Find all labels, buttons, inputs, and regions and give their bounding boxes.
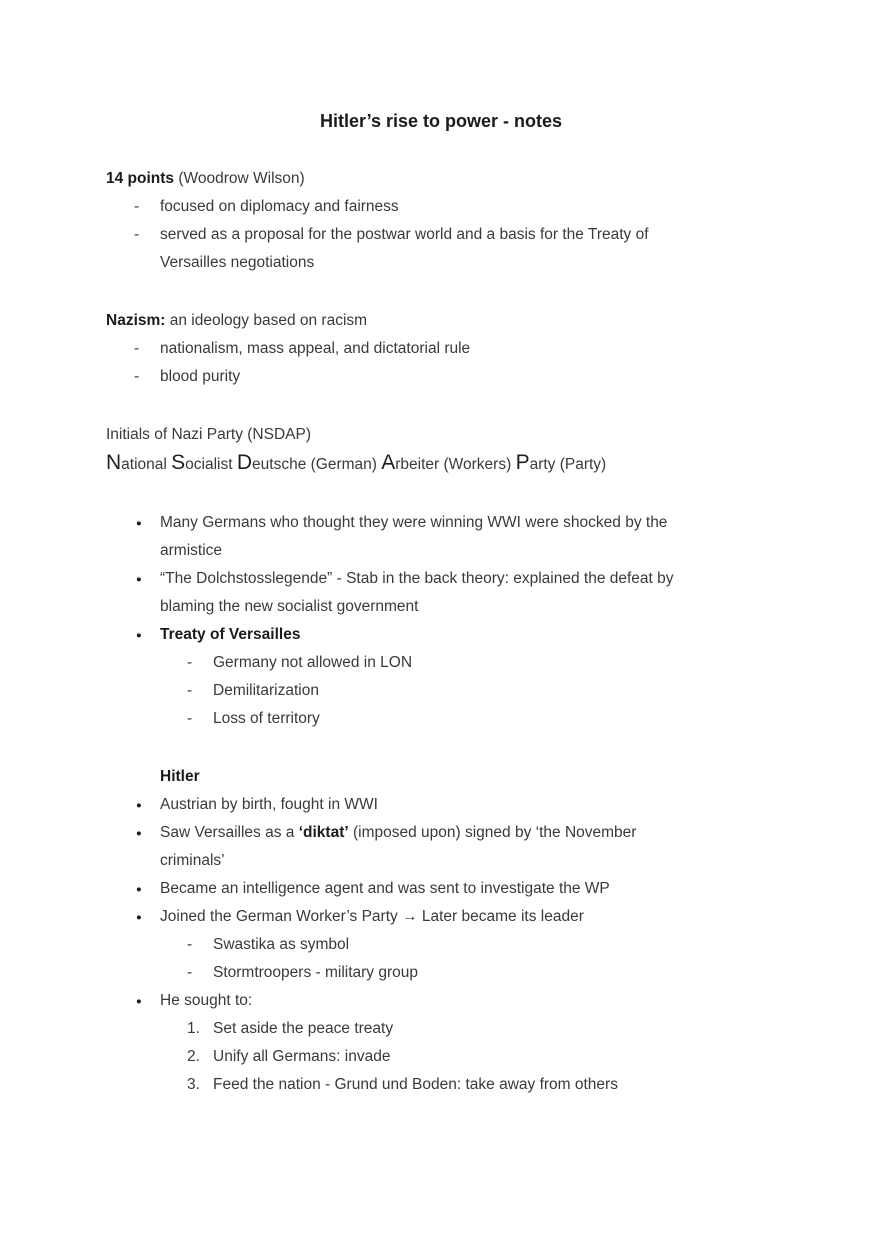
- dash-list-item: [106, 221, 776, 277]
- text-run: armistice: [160, 542, 223, 559]
- text-run: Became an intelligence agent and was sent to investigate the WP: [160, 880, 610, 897]
- bullet-marker: ●: [136, 518, 142, 529]
- blank-line: [106, 479, 776, 509]
- number-marker: 2.: [187, 1048, 200, 1065]
- bullet-marker: ●: [136, 884, 142, 895]
- bullet-marker: ●: [136, 828, 142, 839]
- text-run: Demilitarization: [213, 682, 319, 699]
- dash-marker: -: [134, 198, 140, 215]
- numbered-list-item: [106, 1015, 776, 1043]
- text-run: Swastika as symbol: [213, 936, 350, 953]
- text-run: Unify all Germans: invade: [213, 1048, 391, 1065]
- sub-dash-list-item: [106, 705, 776, 733]
- text-run: A: [381, 451, 396, 474]
- number-marker: 1.: [187, 1020, 200, 1037]
- blank-line: [106, 135, 776, 165]
- dash-marker: -: [134, 368, 140, 385]
- text-run: focused on diplomacy and fairness: [160, 198, 399, 215]
- text-run: (Woodrow Wilson): [174, 170, 305, 187]
- text-run: P: [515, 451, 530, 474]
- paragraph: [106, 307, 776, 335]
- sub-dash-list-item: [106, 677, 776, 705]
- section-heading: [106, 763, 776, 791]
- text-run: Loss of territory: [213, 710, 320, 727]
- paragraph: [106, 421, 776, 449]
- text-run: Stormtroopers - military group: [213, 964, 419, 981]
- dash-marker: -: [187, 964, 193, 981]
- text-run: Feed the nation - Grund und Boden: take away from others: [213, 1076, 618, 1093]
- text-run: served as a proposal for the postwar world and a basis for the Treaty of: [160, 226, 649, 243]
- text-run: Hitler: [160, 768, 200, 785]
- number-marker: 3.: [187, 1076, 200, 1093]
- dash-marker: -: [187, 936, 193, 953]
- sub-dash-list-item: [106, 959, 776, 987]
- doc-title: Hitler’s rise to power - notes: [319, 111, 563, 131]
- sub-dash-list-item: [106, 931, 776, 959]
- text-run: ocialist: [185, 456, 237, 473]
- blank-line: [106, 391, 776, 421]
- text-run: Set aside the peace treaty: [213, 1020, 394, 1037]
- text-run: He sought to:: [160, 992, 253, 1009]
- bullet-marker: ●: [136, 574, 142, 585]
- bullet-list-item: [106, 987, 776, 1015]
- dash-marker: -: [187, 682, 193, 699]
- bullet-list-item: [106, 791, 776, 819]
- numbered-list-item: [106, 1071, 776, 1099]
- text-run: 14 points: [106, 170, 175, 187]
- text-run: N: [106, 451, 122, 474]
- text-run: (imposed upon) signed by ‘the November: [348, 824, 637, 841]
- text-run: Joined the German Worker’s Party → Later became its leader: [160, 908, 584, 925]
- numbered-list-item: [106, 1043, 776, 1071]
- bullet-list-item: [106, 509, 776, 565]
- paragraph: [106, 165, 776, 193]
- document-content: [106, 107, 776, 1099]
- text-run: ational: [121, 456, 172, 473]
- bullet-list-item: [106, 903, 776, 931]
- text-run: Initials of Nazi Party (NSDAP): [106, 426, 311, 443]
- text-run: Germany not allowed in LON: [213, 654, 413, 671]
- dash-list-item: [106, 335, 776, 363]
- bullet-list-item: [106, 875, 776, 903]
- text-run: nationalism, mass appeal, and dictatorial rule: [160, 340, 471, 357]
- dash-list-item: [106, 363, 776, 391]
- dash-marker: -: [134, 226, 140, 243]
- text-run: Treaty of Versailles: [160, 626, 301, 643]
- dash-list-item: [106, 193, 776, 221]
- text-run: criminals’: [160, 852, 225, 869]
- text-run: blaming the new socialist government: [160, 598, 419, 615]
- text-run: Versailles negotiations: [160, 254, 315, 271]
- text-run: blood purity: [160, 368, 241, 385]
- bullet-list-item: [106, 565, 776, 621]
- text-run: Nazism:: [106, 312, 166, 329]
- text-run: Austrian by birth, fought in WWI: [160, 796, 378, 813]
- text-run: Many Germans who thought they were winning WWI were shocked by the: [160, 514, 668, 531]
- bullet-marker: ●: [136, 912, 142, 923]
- text-run: D: [236, 451, 253, 474]
- text-run: ‘diktat’: [298, 824, 349, 841]
- dash-marker: -: [134, 340, 140, 357]
- bullet-list-item: [106, 621, 776, 649]
- text-run: S: [171, 451, 186, 474]
- text-run: Saw Versailles as a: [160, 824, 299, 841]
- blank-line: [106, 277, 776, 307]
- blank-line: [106, 733, 776, 763]
- text-run: rbeiter (Workers): [395, 456, 516, 473]
- dash-marker: -: [187, 654, 193, 671]
- bullet-marker: ●: [136, 996, 142, 1007]
- text-run: “The Dolchstosslegende” - Stab in the back theory: explained the defeat by: [160, 570, 674, 587]
- dash-marker: -: [187, 710, 193, 727]
- text-run: arty (Party): [529, 456, 607, 473]
- sub-dash-list-item: [106, 649, 776, 677]
- text-run: eutsche (German): [252, 456, 382, 473]
- text-run: an ideology based on racism: [165, 312, 368, 329]
- paragraph: [106, 449, 776, 479]
- bullet-list-item: [106, 819, 776, 875]
- bullet-marker: ●: [136, 630, 142, 641]
- bullet-marker: ●: [136, 800, 142, 811]
